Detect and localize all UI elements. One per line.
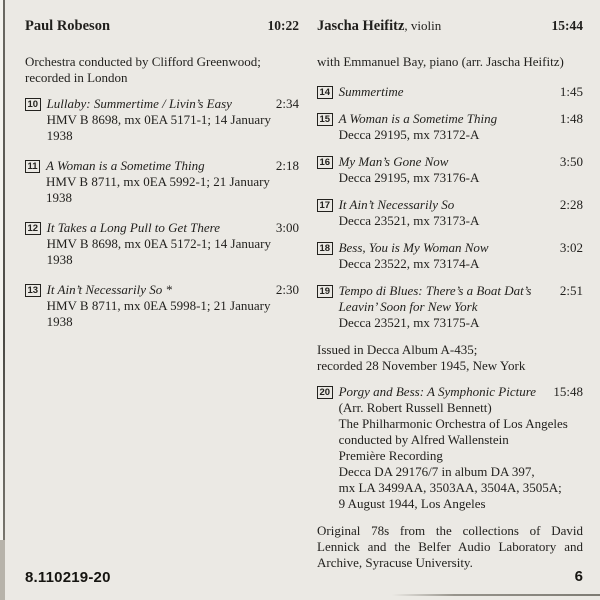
- track-title-line: [339, 154, 583, 170]
- track-detail: Première Recording: [338, 448, 443, 463]
- track-title: A Woman is a Sometime Thing: [338, 111, 498, 126]
- track-time: 3:00: [275, 220, 299, 235]
- track-detail: Decca 23521, mx 73175-A: [338, 315, 480, 330]
- track-body: [339, 240, 583, 272]
- track-title-line: [339, 240, 583, 256]
- scan-edge-patch: [0, 540, 5, 600]
- issue-note-line: recorded 28 November 1945, New York: [317, 358, 526, 373]
- track-number-badge: 18: [317, 242, 333, 255]
- column-notes: [25, 54, 299, 86]
- track-detail: HMV B 8698, mx 0EA 5172-1; 14 January 1938: [46, 236, 271, 267]
- track-row: [25, 96, 299, 144]
- track-number-badge: 13: [25, 284, 41, 297]
- track-body: [47, 220, 299, 268]
- track-row: [317, 384, 583, 512]
- page-number: 6: [574, 568, 583, 585]
- note-line: Orchestra conducted by Clifford Greenwood;: [25, 54, 261, 69]
- track-time: 3:50: [559, 154, 583, 169]
- track-title-line: [47, 220, 299, 236]
- track-body: [339, 283, 583, 331]
- track-row: [25, 282, 299, 330]
- track-body: [47, 96, 299, 144]
- artist-name: Paul Robeson: [25, 18, 111, 34]
- track-detail: Decca 23522, mx 73174-A: [338, 256, 480, 271]
- track-time: 2:51: [559, 283, 583, 298]
- track-time: 3:02: [559, 240, 583, 255]
- track-body: [339, 84, 583, 100]
- track-title: A Woman is a Sometime Thing: [46, 158, 205, 173]
- track-title-line: [339, 111, 583, 127]
- right-column: [317, 16, 583, 571]
- track-title: It Ain’t Necessarily So *: [46, 282, 172, 297]
- track-title-line: [339, 84, 583, 100]
- track-number-badge: 15: [317, 113, 333, 126]
- track-row: [25, 220, 299, 268]
- track-detail: Decca 29195, mx 73176-A: [338, 170, 480, 185]
- track-detail: mx LA 3499AA, 3503AA, 3504A, 3505A;: [338, 480, 562, 495]
- track-body: [339, 384, 583, 512]
- track-number-badge: 16: [317, 156, 333, 169]
- track-detail: HMV B 8698, mx 0EA 5171-1; 14 January 1938: [46, 112, 271, 143]
- track-row: [317, 154, 583, 186]
- artist-line: [317, 16, 441, 36]
- track-title-line: [47, 282, 299, 298]
- track-detail: The Philharmonic Orchestra of Los Angeles: [338, 416, 568, 431]
- scan-edge-line: [3, 0, 5, 562]
- track-number-badge: 20: [317, 386, 333, 399]
- track-body: [339, 154, 583, 186]
- artist-role: , violin: [404, 18, 442, 33]
- track-time: 2:34: [275, 96, 299, 111]
- track-title-line: [339, 197, 583, 213]
- track-detail: Decca 29195, mx 73172-A: [338, 127, 480, 142]
- track-title: Porgy and Bess: A Symphonic Picture: [338, 384, 537, 399]
- track-title: It Ain’t Necessarily So: [338, 197, 455, 212]
- track-detail: Decca 23521, mx 73173-A: [338, 213, 480, 228]
- issue-note-line: Issued in Decca Album A-435;: [317, 342, 478, 357]
- column-notes: [317, 54, 583, 70]
- column-duration: 15:44: [551, 18, 583, 33]
- track-body: [339, 111, 583, 143]
- track-time: 2:18: [275, 158, 299, 173]
- track-title: Summertime: [338, 84, 404, 99]
- track-title: My Man’s Gone Now: [338, 154, 449, 169]
- track-number-badge: 12: [25, 222, 41, 235]
- track-row: [317, 84, 583, 100]
- track-time: 2:28: [559, 197, 583, 212]
- track-detail: conducted by Alfred Wallenstein: [338, 432, 509, 447]
- track-row: [317, 197, 583, 229]
- scan-bottom-line: [392, 594, 600, 596]
- column-duration: 10:22: [267, 18, 299, 33]
- track-time: 15:48: [553, 384, 583, 399]
- track-detail: Decca DA 29176/7 in album DA 397,: [338, 464, 535, 479]
- track-body: [339, 197, 583, 229]
- track-title: Tempo di Blues: There’s a Boat Dat’s Leavin’ Soon for New York: [338, 283, 532, 314]
- track-time: 2:30: [275, 282, 299, 297]
- track-row: [317, 111, 583, 143]
- track-detail: 9 August 1944, Los Angeles: [338, 496, 486, 511]
- track-detail: (Arr. Robert Russell Bennett): [338, 400, 492, 415]
- track-body: [47, 282, 299, 330]
- track-number-badge: 10: [25, 98, 41, 111]
- track-time: 1:48: [559, 111, 583, 126]
- track-title: Bess, You is My Woman Now: [338, 240, 489, 255]
- right-column-header: [317, 16, 583, 36]
- track-title-line: [339, 384, 583, 400]
- track-row: [317, 240, 583, 272]
- track-row: [25, 158, 299, 206]
- track-title: It Takes a Long Pull to Get There: [46, 220, 221, 235]
- track-number-badge: 17: [317, 199, 333, 212]
- left-column-header: [25, 16, 299, 36]
- artist-line: [25, 16, 110, 36]
- track-time: 1:45: [559, 84, 583, 99]
- track-title: Lullaby: Summertime / Livin’s Easy: [46, 96, 232, 111]
- issue-notes: [317, 342, 583, 374]
- track-title-line: [46, 158, 299, 174]
- track-title-line: [339, 283, 583, 315]
- track-body: [46, 158, 299, 206]
- track-number-badge: 11: [25, 160, 40, 173]
- track-detail: HMV B 8711, mx 0EA 5998-1; 21 January 1938: [46, 298, 271, 329]
- left-column: [25, 16, 299, 344]
- track-number-badge: 14: [317, 86, 333, 99]
- track-detail: HMV B 8711, mx 0EA 5992-1; 21 January 1938: [46, 174, 270, 205]
- track-title-line: [47, 96, 299, 112]
- catalog-number: 8.110219-20: [25, 569, 111, 586]
- track-number-badge: 19: [317, 285, 333, 298]
- note-line: with Emmanuel Bay, piano (arr. Jascha Heifitz): [317, 54, 564, 69]
- source-note: Original 78s from the collections of David Lennick and the Belfer Audio Laboratory and Archive, Syracuse University.: [317, 523, 583, 570]
- track-row: [317, 283, 583, 331]
- artist-name: Jascha Heifitz: [317, 18, 405, 34]
- note-line: recorded in London: [25, 70, 128, 85]
